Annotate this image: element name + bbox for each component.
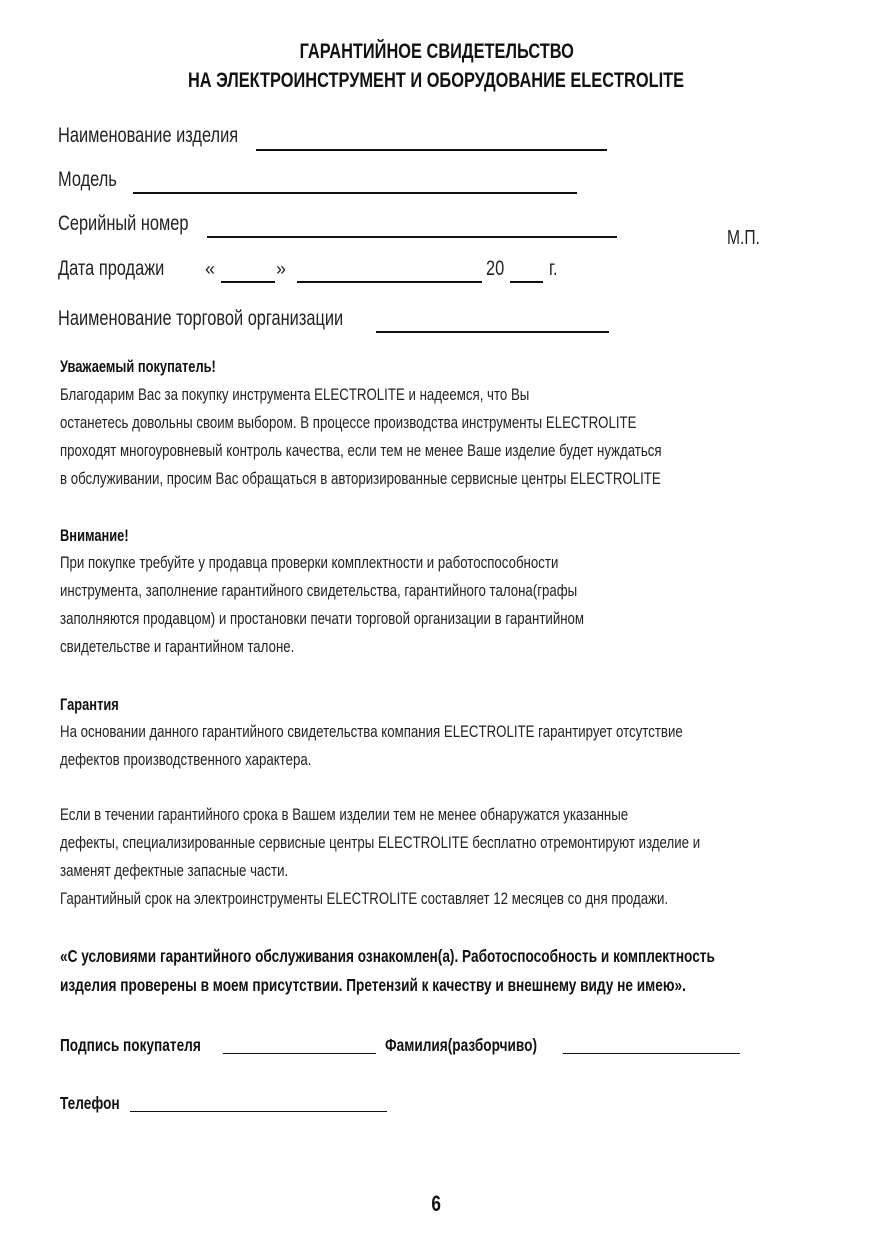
product-name-line[interactable] bbox=[256, 131, 607, 151]
dear-customer-line-1 bbox=[60, 385, 662, 405]
dear-customer-heading-text: Уважаемый покупатель! bbox=[60, 358, 216, 376]
attention-heading-text: Внимание! bbox=[60, 527, 129, 545]
warranty-heading bbox=[60, 696, 135, 715]
title-line-1: ГАРАНТИЙНОЕ СВИДЕТЕЛЬСТВО bbox=[299, 40, 574, 63]
serial-label: Серийный номер bbox=[58, 212, 189, 235]
trade-org-label: Наименование торговой организации bbox=[58, 307, 344, 330]
dear-customer-line-4 bbox=[60, 469, 830, 489]
paragraph-text: свидетельстве и гарантийном талоне. bbox=[60, 637, 295, 656]
sale-date-field[interactable] bbox=[58, 257, 194, 281]
dear-customer-heading bbox=[60, 358, 260, 377]
sale-month-line[interactable] bbox=[297, 263, 482, 283]
warranty-line-1 bbox=[60, 722, 858, 742]
year-suffix-text: г. bbox=[549, 257, 558, 280]
dear-customer-line-3 bbox=[60, 441, 831, 461]
attention-line-3 bbox=[60, 609, 732, 629]
serial-line[interactable] bbox=[207, 218, 617, 238]
buyer-signature-text: Подпись покупателя bbox=[60, 1035, 201, 1055]
date-open-quote: « bbox=[205, 259, 216, 279]
attention-heading bbox=[60, 527, 148, 546]
trade-org-line[interactable] bbox=[376, 313, 609, 333]
paragraph-text: Благодарим Вас за покупку инструмента ELECTROLITE и надеемся, что Вы bbox=[60, 385, 530, 404]
surname-text: Фамилия(разборчиво) bbox=[385, 1035, 538, 1055]
paragraph-text: останетесь довольны своим выбором. В процессе производства инструменты ELECTROLITE bbox=[60, 413, 637, 432]
model-line[interactable] bbox=[133, 174, 577, 194]
buyer-signature-line[interactable] bbox=[223, 1039, 376, 1054]
paragraph-text: Гарантийный срок на электроинструменты ELECTROLITE составляет 12 месяцев со дня продажи. bbox=[60, 889, 669, 908]
warranty-line-4 bbox=[60, 833, 873, 853]
paragraph-text: проходят многоуровневый контроль качества, если тем не менее Ваше изделие будет нуждаться bbox=[60, 441, 662, 460]
phone-line[interactable] bbox=[130, 1097, 387, 1112]
attention-line-2 bbox=[60, 581, 723, 601]
year-prefix-text: 20 bbox=[486, 257, 505, 280]
warranty-line-5 bbox=[60, 861, 353, 881]
stamp-placeholder bbox=[727, 227, 769, 250]
statement-line-2 bbox=[60, 975, 862, 996]
sale-date-label: Дата продажи bbox=[58, 257, 165, 280]
paragraph-text: заменят дефектные запасные части. bbox=[60, 861, 289, 880]
sale-year-line[interactable] bbox=[510, 263, 543, 283]
attention-line-4 bbox=[60, 637, 360, 657]
paragraph-text: в обслуживании, просим Вас обращаться в авторизированные сервисные центры ELECTROLITE bbox=[60, 469, 661, 488]
product-name-label: Наименование изделия bbox=[58, 124, 239, 147]
paragraph-text: При покупке требуйте у продавца проверки комплектности и работоспособности bbox=[60, 553, 559, 572]
phone-label bbox=[60, 1093, 137, 1114]
attention-line-1 bbox=[60, 553, 699, 573]
surname-line[interactable] bbox=[563, 1039, 740, 1054]
serial-field[interactable] bbox=[58, 212, 225, 236]
warranty-line-3 bbox=[60, 805, 788, 825]
document-subtitle bbox=[0, 69, 873, 93]
date-close-quote: » bbox=[276, 259, 287, 279]
product-name-field[interactable] bbox=[58, 124, 289, 148]
model-label: Модель bbox=[58, 168, 117, 191]
warranty-line-6 bbox=[60, 889, 840, 909]
trade-org-field[interactable] bbox=[58, 307, 424, 331]
statement-line-1 bbox=[60, 946, 873, 967]
paragraph-text: На основании данного гарантийного свидетельства компания ELECTROLITE гарантирует отсутствие bbox=[60, 722, 683, 741]
surname-label bbox=[385, 1035, 580, 1056]
paragraph-text: заполняются продавцом) и простановки печати торговой организации в гарантийном bbox=[60, 609, 585, 628]
phone-text: Телефон bbox=[60, 1093, 120, 1113]
stamp-label: М.П. bbox=[727, 227, 760, 249]
page-number bbox=[0, 1191, 873, 1217]
model-field[interactable] bbox=[58, 168, 133, 192]
sale-day-line[interactable] bbox=[221, 263, 275, 283]
statement-text: изделия проверены в моем присутствии. Претензий к качеству и внешнему виду не имею». bbox=[60, 975, 686, 995]
paragraph-text: дефекты, специализированные сервисные центры ELECTROLITE бесплатно отремонтируют изделие и bbox=[60, 833, 701, 852]
paragraph-text: инструмента, заполнение гарантийного свидетельства, гарантийного талона(графы bbox=[60, 581, 578, 600]
year-prefix bbox=[486, 257, 509, 281]
buyer-signature-label bbox=[60, 1035, 241, 1056]
page-number-text: 6 bbox=[431, 1191, 442, 1216]
warranty-heading-text: Гарантия bbox=[60, 696, 119, 714]
document-title bbox=[0, 40, 873, 64]
paragraph-text: Если в течении гарантийного срока в Вашем изделии тем не менее обнаружатся указанные bbox=[60, 805, 629, 824]
year-suffix bbox=[549, 257, 560, 281]
paragraph-text: дефектов производственного характера. bbox=[60, 750, 312, 769]
warranty-line-2 bbox=[60, 750, 382, 770]
title-line-2: НА ЭЛЕКТРОИНСТРУМЕНТ И ОБОРУДОВАНИЕ ELECTROLITE bbox=[188, 69, 685, 92]
dear-customer-line-2 bbox=[60, 413, 799, 433]
statement-text: «С условиями гарантийного обслуживания ознакомлен(а). Работоспособность и комплектность bbox=[60, 946, 715, 966]
